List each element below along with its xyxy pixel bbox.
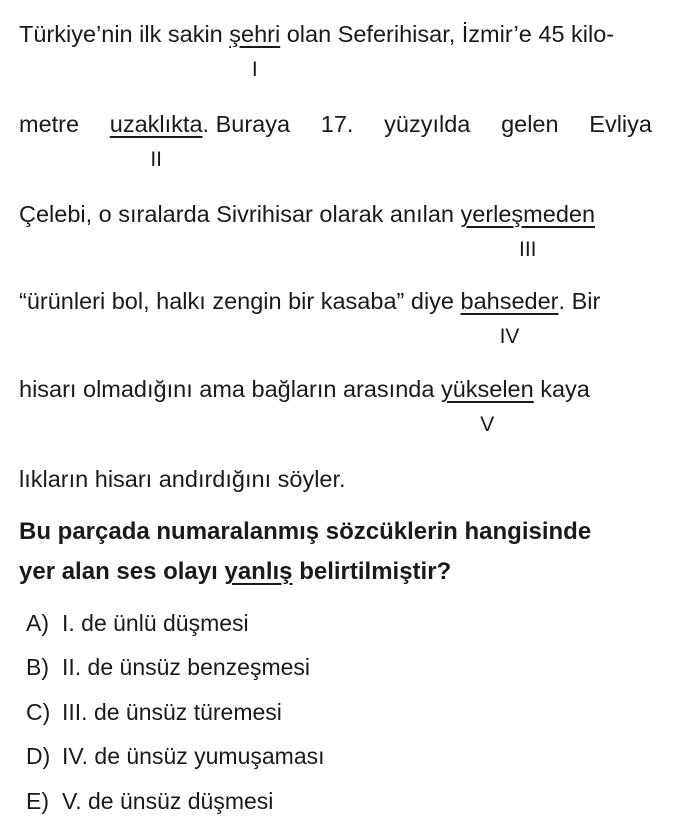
passage-text: . Bir (558, 288, 601, 314)
passage-word: yüzyılda (384, 111, 471, 137)
option-text: I. de ünlü düşmesi (62, 610, 249, 636)
passage-line-3 (19, 200, 596, 261)
option-text: III. de ünsüz türemesi (62, 699, 282, 725)
option-letter: E) (26, 788, 49, 814)
option-letter: C) (26, 699, 51, 725)
passage-text: Çelebi, o sıralarda Sivrihisar olarak anılan (19, 201, 454, 227)
option-letter: D) (26, 743, 51, 769)
roman-numeral-3: III (519, 238, 537, 261)
passage-text: olan Seferihisar, İzmir’e 45 kilo- (286, 21, 615, 47)
passage-word: . Buraya (202, 111, 291, 137)
passage-text: Türkiye’nin ilk sakin (19, 21, 223, 47)
question-line-2 (19, 558, 451, 586)
roman-numeral-1: I (251, 58, 258, 81)
question-line-1 (19, 518, 652, 546)
option-a[interactable] (26, 609, 249, 637)
option-letter: A) (26, 610, 49, 636)
question-text: yer alan ses olayı (19, 558, 218, 585)
option-b[interactable] (26, 653, 310, 681)
option-c[interactable] (26, 698, 282, 726)
passage-line-4 (19, 287, 601, 348)
option-d[interactable] (26, 742, 325, 770)
passage-line-1 (19, 20, 615, 81)
numbered-word-4: bahseder IV (460, 288, 559, 348)
passage-word: 17. (320, 111, 354, 137)
question-text: Bu parçada numaralanmış sözcüklerin hangisinde (19, 518, 592, 545)
roman-numeral-5: V (480, 413, 495, 436)
passage-line-2 (19, 110, 652, 171)
passage-word: gelen (501, 111, 559, 137)
question-emphasis: yanlış (224, 558, 293, 585)
passage-word: metre (19, 111, 80, 137)
numbered-word-2: uzaklıkta II (109, 111, 203, 171)
passage-word: Evliya (589, 111, 652, 137)
numbered-word-1: şehri I (229, 21, 281, 81)
option-letter: B) (26, 654, 49, 680)
question-text: belirtilmiştir? (299, 558, 452, 585)
option-text: II. de ünsüz benzeşmesi (62, 654, 311, 680)
passage-line-6: lıkların hisarı andırdığını söyler. (19, 466, 346, 492)
option-e[interactable] (26, 787, 273, 815)
roman-numeral-4: IV (499, 325, 520, 348)
option-text: IV. de ünsüz yumuşaması (62, 743, 325, 769)
passage-text: hisarı olmadığını ama bağların arasında (19, 376, 435, 402)
option-text: V. de ünsüz düşmesi (62, 788, 274, 814)
roman-numeral-2: II (150, 148, 162, 171)
passage-text: “ürünleri bol, halkı zengin bir kasaba” diye (19, 288, 454, 314)
passage-text: kaya (540, 376, 590, 402)
numbered-word-3: yerleşmeden III (460, 201, 596, 261)
passage-line-5 (19, 375, 590, 436)
numbered-word-5: yükselen V (440, 376, 534, 436)
